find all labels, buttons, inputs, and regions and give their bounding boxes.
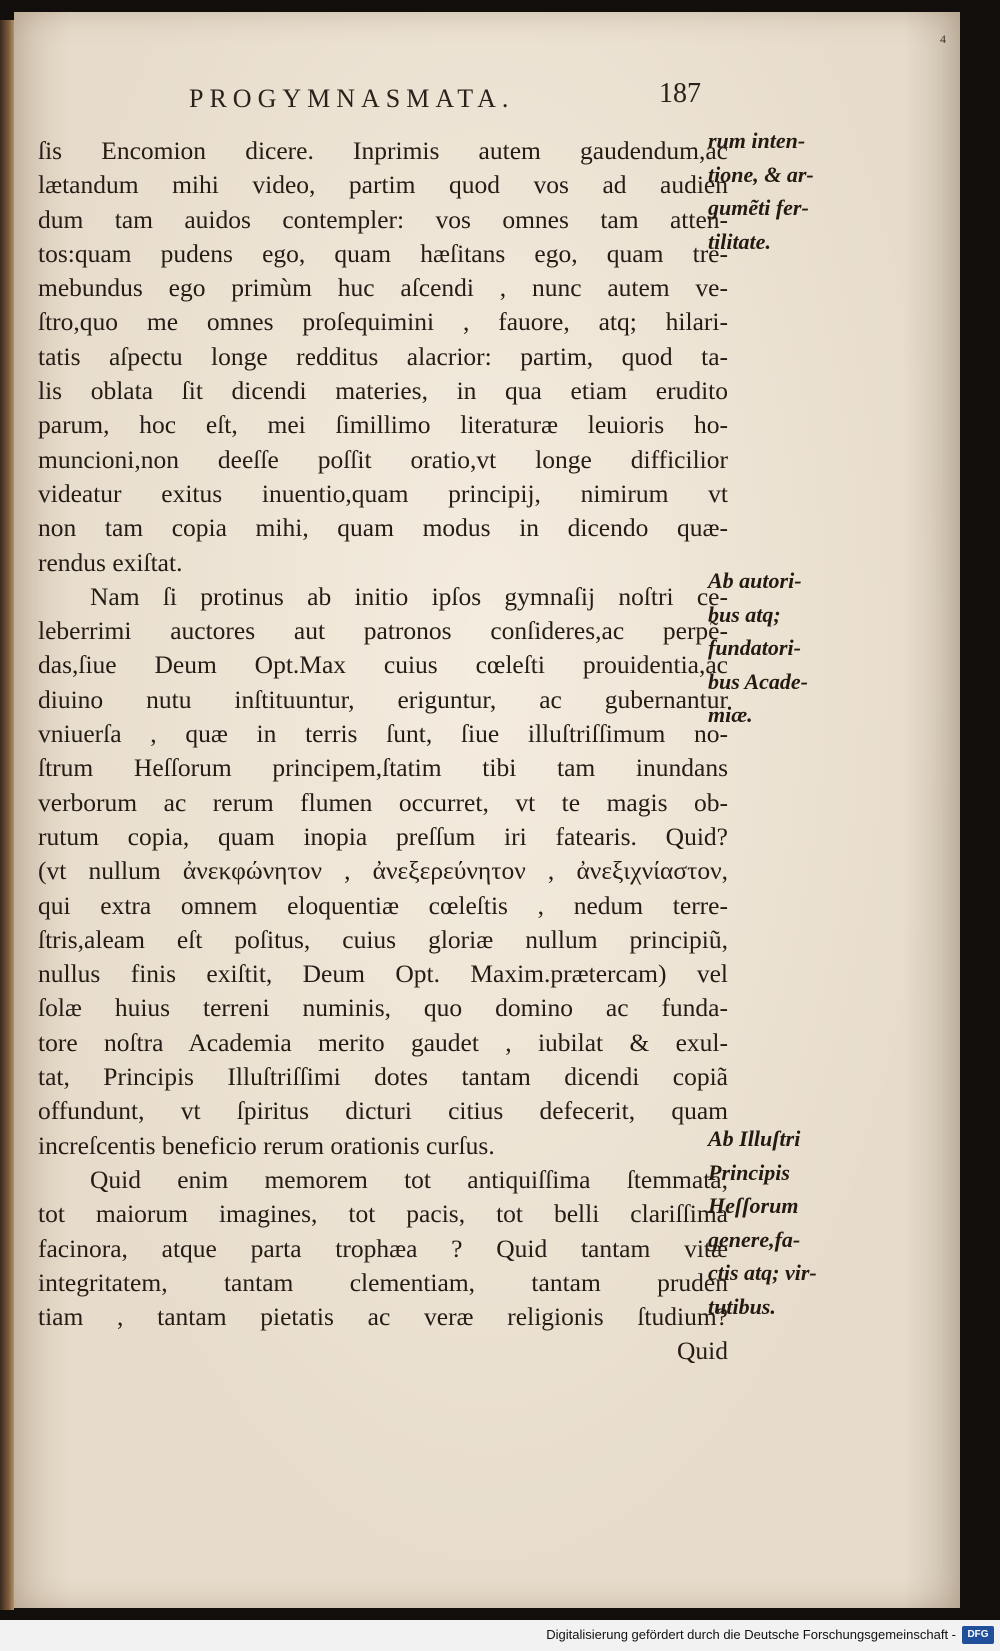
text-line: (vt nullum ἀνεκφώνητον , ἀνεξερεύνητον , ἀνεξιχνίαστον, (38, 856, 728, 886)
text-line: mebundus ego primùm huc aſcendi , nunc autem ve- (38, 273, 728, 303)
text-line: non tam copia mihi, quam modus in dicendo quæ- (38, 513, 728, 543)
text-line: nullus finis exiſtit, Deum Opt. Maxim.prætercam) vel (38, 959, 728, 989)
text-line: leberrimi auctores aut patronos conſideres,ac perpẽ- (38, 616, 728, 646)
marginal-note-line: bus Acade- (708, 668, 809, 694)
text-line: tat, Principis Illuſtriſſimi dotes tantam dicendi copiã (38, 1062, 728, 1092)
text-line: Quid enim memorem tot antiquiſſima ſtemmata, (90, 1164, 728, 1194)
text-line: lis oblata ſit dicendi materies, in qua etiam erudito (38, 376, 728, 406)
running-title: PROGYMNASMATA. (189, 84, 515, 113)
text-line: tot maiorum imagines, tot pacis, tot belli clariſſima (38, 1199, 728, 1229)
text-line: das,ſiue Deum Opt.Max cuius cœleſti prouidentia,ac (38, 650, 728, 680)
marginal-note-line: Ab Illuſtri (708, 1126, 801, 1151)
book-spine-edge (0, 20, 14, 1610)
text-line: ſtris,aleam eſt poſitus, cuius gloriæ nullum principiũ, (38, 924, 728, 954)
marginal-note (708, 124, 958, 258)
marginal-note-line: bus atq; (708, 601, 781, 627)
digitization-footer (0, 1620, 1000, 1651)
text-line: lætandum mihi video, partim quod vos ad audien (38, 170, 728, 200)
marginal-note-line: rum inten- (708, 128, 806, 153)
marginal-note-line: tilitate. (708, 228, 771, 254)
marginal-note-line: Heſſorum (708, 1193, 799, 1218)
funding-credit: Digitalisierung gefördert durch die Deutsche Forschungsgemeinschaft - (546, 1627, 956, 1642)
marginal-note-line: tione, & ar- (708, 161, 814, 187)
text-line: rendus exiſtat. (38, 547, 183, 577)
text-line: ſtrum Heſſorum principem,ſtatim tibi tam inundans (38, 753, 728, 783)
corner-mark: 4 (940, 32, 946, 46)
text-line: verborum ac rerum flumen occurret, vt te magis ob- (38, 787, 728, 817)
text-line: muncioni,non deeſſe poſſit oratio,vt longe difficilior (38, 444, 728, 474)
catchword: Quid (677, 1336, 728, 1366)
marginal-note-line: gumẽti fer- (708, 195, 809, 220)
page-number: 187 (659, 78, 701, 109)
text-line: tore noſtra Academia merito gaudet , iubilat & exul- (38, 1027, 728, 1057)
text-line: integritatem, tantam clementiam, tantam pruden (38, 1267, 728, 1297)
marginal-note (708, 564, 958, 732)
text-line: vniuerſa , quæ in terris ſunt, ſiue illuſtriſſimum no- (38, 719, 728, 749)
text-line: ſolæ huius terreni numinis, quo domino ac funda- (38, 993, 728, 1023)
marginal-note-line: fundatori- (708, 635, 801, 660)
text-line: facinora, atque parta trophæa ? Quid tantam vitæ (38, 1233, 728, 1263)
marginal-note-line: ctis atq; vir- (708, 1260, 817, 1285)
text-line: tos:quam pudens ego, quam hæſitans ego, quam tre- (38, 238, 728, 268)
text-line: increſcentis beneficio rerum orationis curſus. (38, 1130, 495, 1160)
text-line: rutum copia, quam inopia preſſum iri fatearis. Quid? (38, 821, 728, 851)
marginal-note-line: genere,fa- (708, 1226, 801, 1252)
marginal-note-line: Ab autori- (708, 568, 802, 593)
text-line: ſtro,quo me omnes proſequimini , fauore, atq; hilari- (38, 307, 728, 337)
marginal-note-line: Principis (708, 1159, 790, 1185)
text-line: videatur exitus inuentio,quam principij, nimirum vt (38, 478, 728, 508)
marginal-note-line: miæ. (708, 702, 753, 727)
marginal-note-line: tutibus. (708, 1293, 776, 1319)
body-text (38, 134, 728, 1369)
text-line: dum tam auidos contempler: vos omnes tam atten- (38, 204, 728, 234)
text-line: ſis Encomion dicere. Inprimis autem gaudendum,ac (38, 136, 728, 165)
text-line: diuino nutu inſtituuntur, eriguntur, ac gubernantur (38, 684, 728, 714)
text-line: tiam , tantam pietatis ac veræ religionis ſtudium? (38, 1302, 728, 1332)
dfg-logo: DFG (962, 1626, 994, 1644)
book-page (14, 12, 960, 1608)
text-line: tatis aſpectu longe redditus alacrior: partim, quod ta- (38, 341, 728, 371)
text-line: parum, hoc eſt, mei ſimillimo literaturæ leuioris ho- (38, 410, 728, 440)
text-line: offundunt, vt ſpiritus dicturi citius defecerit, quam (38, 1096, 728, 1126)
marginal-note (708, 1122, 958, 1323)
text-line: qui extra omnem eloquentiæ cœleſtis , nedum terre- (38, 890, 728, 920)
text-line: Nam ſi protinus ab initio ipſos gymnaſij noſtri ce- (90, 581, 728, 611)
